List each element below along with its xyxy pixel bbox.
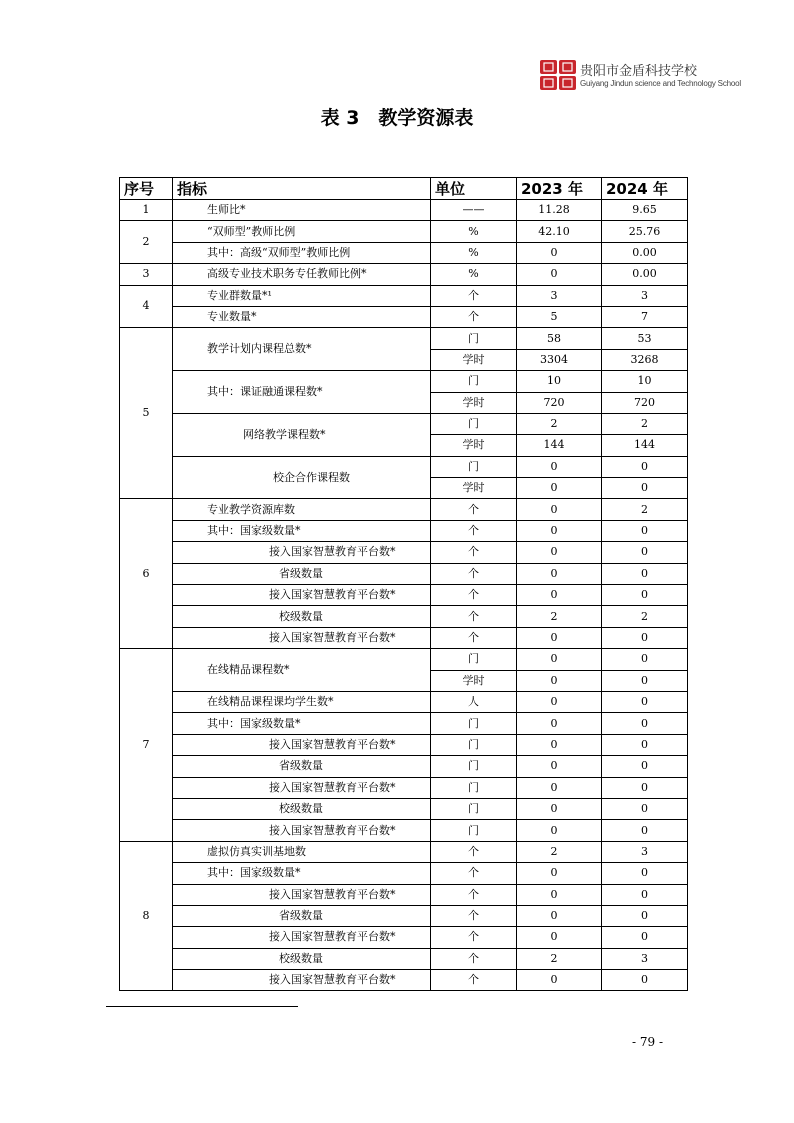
value-2023-cell: 144 <box>517 435 602 456</box>
value-2024-cell: 0 <box>602 691 688 712</box>
value-2024-cell: 2 <box>602 499 688 520</box>
value-2024-cell: 0 <box>602 884 688 905</box>
table-row <box>120 820 688 841</box>
school-logo-icon <box>540 60 576 90</box>
value-2023-cell: 0 <box>517 649 602 670</box>
seq-cell: 2 <box>120 221 173 264</box>
table-row <box>120 927 688 948</box>
indicator-cell: 虚拟仿真实训基地数 <box>173 841 431 862</box>
table-row <box>120 371 688 392</box>
table-row <box>120 884 688 905</box>
unit-cell: 个 <box>431 927 517 948</box>
page-header <box>540 58 740 92</box>
table-row <box>120 456 688 477</box>
unit-cell: 个 <box>431 948 517 969</box>
indicator-cell: 教学计划内课程总数* <box>173 328 431 371</box>
table-row <box>120 948 688 969</box>
indicator-cell: 接入国家智慧教育平台数* <box>173 777 431 798</box>
value-2024-cell: 3 <box>602 948 688 969</box>
unit-cell: 个 <box>431 884 517 905</box>
value-2024-cell: 7 <box>602 306 688 327</box>
teaching-resources-table <box>119 177 688 991</box>
value-2023-cell: 2 <box>517 413 602 434</box>
table-row <box>120 328 688 349</box>
value-2023-cell: 0 <box>517 713 602 734</box>
header-2023: 2023 年 <box>517 178 602 200</box>
value-2024-cell: 0 <box>602 734 688 755</box>
value-2023-cell: 0 <box>517 691 602 712</box>
school-name-en: Guiyang Jindun science and Technology School <box>580 79 741 88</box>
indicator-cell: 省级数量 <box>173 905 431 926</box>
unit-cell: % <box>431 221 517 242</box>
unit-cell: —— <box>431 200 517 221</box>
value-2024-cell: 0 <box>602 970 688 991</box>
value-2024-cell: 2 <box>602 413 688 434</box>
indicator-cell: 专业教学资源库数 <box>173 499 431 520</box>
indicator-cell: 省级数量 <box>173 563 431 584</box>
unit-cell: 门 <box>431 820 517 841</box>
value-2023-cell: 3304 <box>517 349 602 370</box>
indicator-cell: 校企合作课程数 <box>173 456 431 499</box>
table-row <box>120 563 688 584</box>
indicator-cell: 其中：课证融通课程数* <box>173 371 431 414</box>
unit-cell: 学时 <box>431 349 517 370</box>
value-2023-cell: 0 <box>517 670 602 691</box>
value-2024-cell: 0 <box>602 927 688 948</box>
value-2024-cell: 0 <box>602 905 688 926</box>
value-2023-cell: 11.28 <box>517 200 602 221</box>
unit-cell: 个 <box>431 285 517 306</box>
indicator-cell: 在线精品课程数* <box>173 649 431 692</box>
indicator-cell: 接入国家智慧教育平台数* <box>173 627 431 648</box>
value-2024-cell: 0 <box>602 756 688 777</box>
table-row <box>120 306 688 327</box>
value-2023-cell: 0 <box>517 756 602 777</box>
unit-cell: 学时 <box>431 435 517 456</box>
unit-cell: 学时 <box>431 670 517 691</box>
unit-cell: 门 <box>431 713 517 734</box>
value-2023-cell: 0 <box>517 777 602 798</box>
value-2023-cell: 58 <box>517 328 602 349</box>
table-row <box>120 863 688 884</box>
value-2023-cell: 10 <box>517 371 602 392</box>
value-2024-cell: 0 <box>602 542 688 563</box>
table-row <box>120 200 688 221</box>
table-body <box>120 200 688 991</box>
indicator-cell: 校级数量 <box>173 798 431 819</box>
value-2024-cell: 144 <box>602 435 688 456</box>
value-2024-cell: 0 <box>602 520 688 541</box>
unit-cell: 个 <box>431 306 517 327</box>
table-row <box>120 520 688 541</box>
value-2023-cell: 0 <box>517 734 602 755</box>
value-2023-cell: 0 <box>517 820 602 841</box>
unit-cell: 门 <box>431 777 517 798</box>
unit-cell: 人 <box>431 691 517 712</box>
value-2024-cell: 3 <box>602 841 688 862</box>
indicator-cell: 接入国家智慧教育平台数* <box>173 585 431 606</box>
value-2023-cell: 720 <box>517 392 602 413</box>
value-2024-cell: 0 <box>602 585 688 606</box>
indicator-cell: 高级专业技术职务专任教师比例* <box>173 264 431 285</box>
value-2023-cell: 0 <box>517 456 602 477</box>
table-row <box>120 542 688 563</box>
table-row <box>120 841 688 862</box>
unit-cell: 个 <box>431 606 517 627</box>
value-2023-cell: 0 <box>517 927 602 948</box>
value-2024-cell: 0 <box>602 777 688 798</box>
indicator-cell: 专业群数量*¹ <box>173 285 431 306</box>
value-2023-cell: 0 <box>517 798 602 819</box>
table-row <box>120 905 688 926</box>
indicator-cell: 接入国家智慧教育平台数* <box>173 820 431 841</box>
seq-cell: 7 <box>120 649 173 842</box>
indicator-cell: 接入国家智慧教育平台数* <box>173 970 431 991</box>
unit-cell: 门 <box>431 456 517 477</box>
indicator-cell: 生师比* <box>173 200 431 221</box>
value-2024-cell: 2 <box>602 606 688 627</box>
indicator-cell: 接入国家智慧教育平台数* <box>173 542 431 563</box>
value-2023-cell: 2 <box>517 841 602 862</box>
unit-cell: 个 <box>431 499 517 520</box>
value-2024-cell: 25.76 <box>602 221 688 242</box>
unit-cell: 学时 <box>431 478 517 499</box>
seq-cell: 8 <box>120 841 173 991</box>
table-row <box>120 627 688 648</box>
unit-cell: 个 <box>431 970 517 991</box>
indicator-cell: 其中：高级“双师型”教师比例 <box>173 242 431 263</box>
value-2023-cell: 0 <box>517 264 602 285</box>
unit-cell: 学时 <box>431 392 517 413</box>
value-2024-cell: 0 <box>602 820 688 841</box>
value-2024-cell: 0 <box>602 478 688 499</box>
value-2024-cell: 3 <box>602 285 688 306</box>
table-row <box>120 242 688 263</box>
table-row <box>120 649 688 670</box>
table-row <box>120 606 688 627</box>
value-2024-cell: 0.00 <box>602 242 688 263</box>
seq-cell: 5 <box>120 328 173 499</box>
table-row <box>120 499 688 520</box>
table-row <box>120 285 688 306</box>
value-2024-cell: 3268 <box>602 349 688 370</box>
unit-cell: 个 <box>431 905 517 926</box>
value-2023-cell: 0 <box>517 863 602 884</box>
value-2023-cell: 0 <box>517 563 602 584</box>
value-2023-cell: 5 <box>517 306 602 327</box>
unit-cell: 个 <box>431 585 517 606</box>
indicator-cell: 在线精品课程课均学生数* <box>173 691 431 712</box>
unit-cell: % <box>431 264 517 285</box>
indicator-cell: 校级数量 <box>173 606 431 627</box>
unit-cell: 门 <box>431 649 517 670</box>
indicator-cell: 网络教学课程数* <box>173 413 431 456</box>
value-2024-cell: 0 <box>602 670 688 691</box>
value-2024-cell: 720 <box>602 392 688 413</box>
table-row <box>120 756 688 777</box>
unit-cell: 个 <box>431 627 517 648</box>
table-row <box>120 221 688 242</box>
value-2023-cell: 42.10 <box>517 221 602 242</box>
value-2023-cell: 3 <box>517 285 602 306</box>
table-row <box>120 777 688 798</box>
value-2023-cell: 0 <box>517 242 602 263</box>
footnote-divider <box>106 1006 298 1007</box>
table-row <box>120 713 688 734</box>
value-2024-cell: 0 <box>602 649 688 670</box>
indicator-cell: 其中：国家级数量* <box>173 520 431 541</box>
table-row <box>120 691 688 712</box>
header-2024: 2024 年 <box>602 178 688 200</box>
unit-cell: 个 <box>431 863 517 884</box>
table-row <box>120 970 688 991</box>
value-2024-cell: 0 <box>602 456 688 477</box>
indicator-cell: 接入国家智慧教育平台数* <box>173 734 431 755</box>
value-2023-cell: 0 <box>517 970 602 991</box>
value-2024-cell: 53 <box>602 328 688 349</box>
table-header-row <box>120 178 688 200</box>
table-row <box>120 585 688 606</box>
indicator-cell: 专业数量* <box>173 306 431 327</box>
value-2024-cell: 10 <box>602 371 688 392</box>
indicator-cell: “双师型”教师比例 <box>173 221 431 242</box>
seq-cell: 6 <box>120 499 173 649</box>
unit-cell: 个 <box>431 563 517 584</box>
value-2024-cell: 0 <box>602 798 688 819</box>
value-2024-cell: 0 <box>602 563 688 584</box>
indicator-cell: 校级数量 <box>173 948 431 969</box>
table-row <box>120 734 688 755</box>
indicator-cell: 接入国家智慧教育平台数* <box>173 884 431 905</box>
value-2023-cell: 0 <box>517 627 602 648</box>
value-2024-cell: 0 <box>602 627 688 648</box>
unit-cell: % <box>431 242 517 263</box>
unit-cell: 门 <box>431 371 517 392</box>
school-name-cn: 贵阳市金盾科技学校 <box>580 64 698 79</box>
table-row <box>120 264 688 285</box>
value-2024-cell: 9.65 <box>602 200 688 221</box>
indicator-cell: 其中：国家级数量* <box>173 863 431 884</box>
unit-cell: 门 <box>431 756 517 777</box>
table-row <box>120 798 688 819</box>
value-2023-cell: 0 <box>517 905 602 926</box>
header-unit: 单位 <box>431 178 517 200</box>
value-2023-cell: 0 <box>517 884 602 905</box>
value-2023-cell: 0 <box>517 585 602 606</box>
seq-cell: 1 <box>120 200 173 221</box>
value-2023-cell: 0 <box>517 542 602 563</box>
indicator-cell: 省级数量 <box>173 756 431 777</box>
value-2023-cell: 0 <box>517 499 602 520</box>
unit-cell: 个 <box>431 520 517 541</box>
unit-cell: 个 <box>431 841 517 862</box>
unit-cell: 门 <box>431 798 517 819</box>
unit-cell: 个 <box>431 542 517 563</box>
table-title: 表 3 教学资源表 <box>320 107 474 129</box>
indicator-cell: 其中：国家级数量* <box>173 713 431 734</box>
value-2023-cell: 2 <box>517 606 602 627</box>
unit-cell: 门 <box>431 734 517 755</box>
value-2023-cell: 2 <box>517 948 602 969</box>
value-2024-cell: 0 <box>602 863 688 884</box>
indicator-cell: 接入国家智慧教育平台数* <box>173 927 431 948</box>
header-seq: 序号 <box>120 178 173 200</box>
page-number: - 79 - <box>632 1035 664 1049</box>
unit-cell: 门 <box>431 328 517 349</box>
header-indicator: 指标 <box>173 178 431 200</box>
value-2023-cell: 0 <box>517 478 602 499</box>
value-2023-cell: 0 <box>517 520 602 541</box>
unit-cell: 门 <box>431 413 517 434</box>
seq-cell: 3 <box>120 264 173 285</box>
value-2024-cell: 0 <box>602 713 688 734</box>
table-row <box>120 413 688 434</box>
seq-cell: 4 <box>120 285 173 328</box>
value-2024-cell: 0.00 <box>602 264 688 285</box>
